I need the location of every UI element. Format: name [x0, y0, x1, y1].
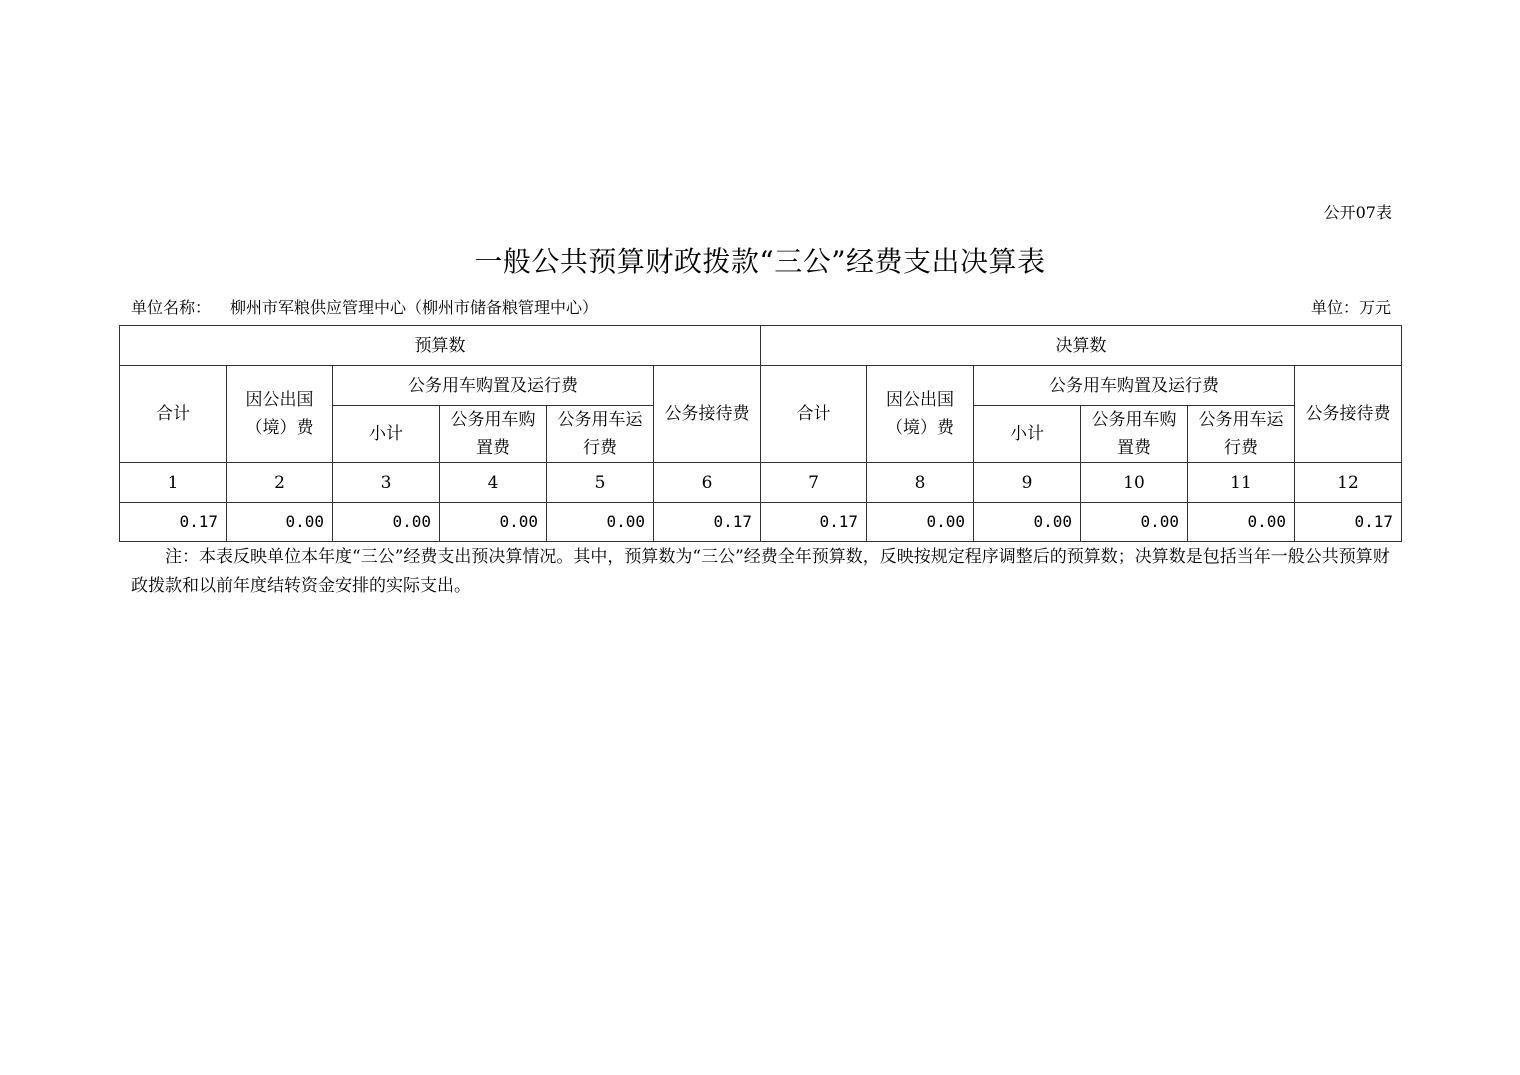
index-cell: 12 [1295, 463, 1402, 503]
final-total-header: 合计 [761, 366, 867, 463]
index-cell: 4 [440, 463, 547, 503]
final-reception-header: 公务接待费 [1295, 366, 1402, 463]
index-cell: 10 [1081, 463, 1188, 503]
index-cell: 6 [654, 463, 761, 503]
final-vehicle-purchase-header: 公务用车购置费 [1081, 406, 1188, 463]
budget-total-header: 合计 [120, 366, 227, 463]
budget-group-header: 预算数 [120, 326, 761, 366]
value-cell: 0.00 [547, 503, 654, 542]
value-cell: 0.00 [867, 503, 974, 542]
footnote: 注：本表反映单位本年度“三公”经费支出预决算情况。其中，预算数为“三公”经费全年预算数，反映按规定程序调整后的预算数；决算数是包括当年一般公共预算财政拨款和以前年度结转资金安排的实际支出。 [131, 547, 1390, 596]
value-cell: 0.17 [654, 503, 761, 542]
index-cell: 3 [333, 463, 440, 503]
final-vehicle-group-header: 公务用车购置及运行费 [974, 366, 1295, 406]
budget-vehicle-group-header: 公务用车购置及运行费 [333, 366, 654, 406]
value-cell: 0.00 [333, 503, 440, 542]
page-title: 一般公共预算财政拨款“三公”经费支出决算表 [474, 245, 1046, 278]
index-cell: 2 [227, 463, 333, 503]
form-code: 公开07表 [1323, 203, 1392, 222]
value-cell: 0.17 [1295, 503, 1402, 542]
index-cell: 7 [761, 463, 867, 503]
index-row [120, 463, 1402, 503]
value-cell: 0.00 [1081, 503, 1188, 542]
index-cell: 5 [547, 463, 654, 503]
budget-subtotal-header: 小计 [333, 406, 440, 463]
final-subtotal-header: 小计 [974, 406, 1081, 463]
unit-name-value: 柳州市军粮供应管理中心（柳州市储备粮管理中心） [230, 298, 599, 317]
unit-measure: 单位：万元 [1310, 298, 1391, 317]
index-cell: 11 [1188, 463, 1295, 503]
index-cell: 8 [867, 463, 974, 503]
value-cell: 0.17 [120, 503, 227, 542]
final-vehicle-operation-header: 公务用车运行费 [1188, 406, 1295, 463]
final-group-header: 决算数 [761, 326, 1402, 366]
data-row [120, 503, 1402, 542]
unit-name-label: 单位名称： [131, 298, 212, 317]
value-cell: 0.00 [974, 503, 1081, 542]
expenditure-table [119, 325, 1402, 542]
value-cell: 0.00 [1188, 503, 1295, 542]
index-cell: 9 [974, 463, 1081, 503]
value-cell: 0.00 [227, 503, 333, 542]
index-cell: 1 [120, 463, 227, 503]
final-abroad-header: 因公出国（境）费 [867, 366, 974, 463]
budget-reception-header: 公务接待费 [654, 366, 761, 463]
value-cell: 0.00 [440, 503, 547, 542]
budget-vehicle-operation-header: 公务用车运行费 [547, 406, 654, 463]
budget-vehicle-purchase-header: 公务用车购置费 [440, 406, 547, 463]
value-cell: 0.17 [761, 503, 867, 542]
budget-abroad-header: 因公出国（境）费 [227, 366, 333, 463]
